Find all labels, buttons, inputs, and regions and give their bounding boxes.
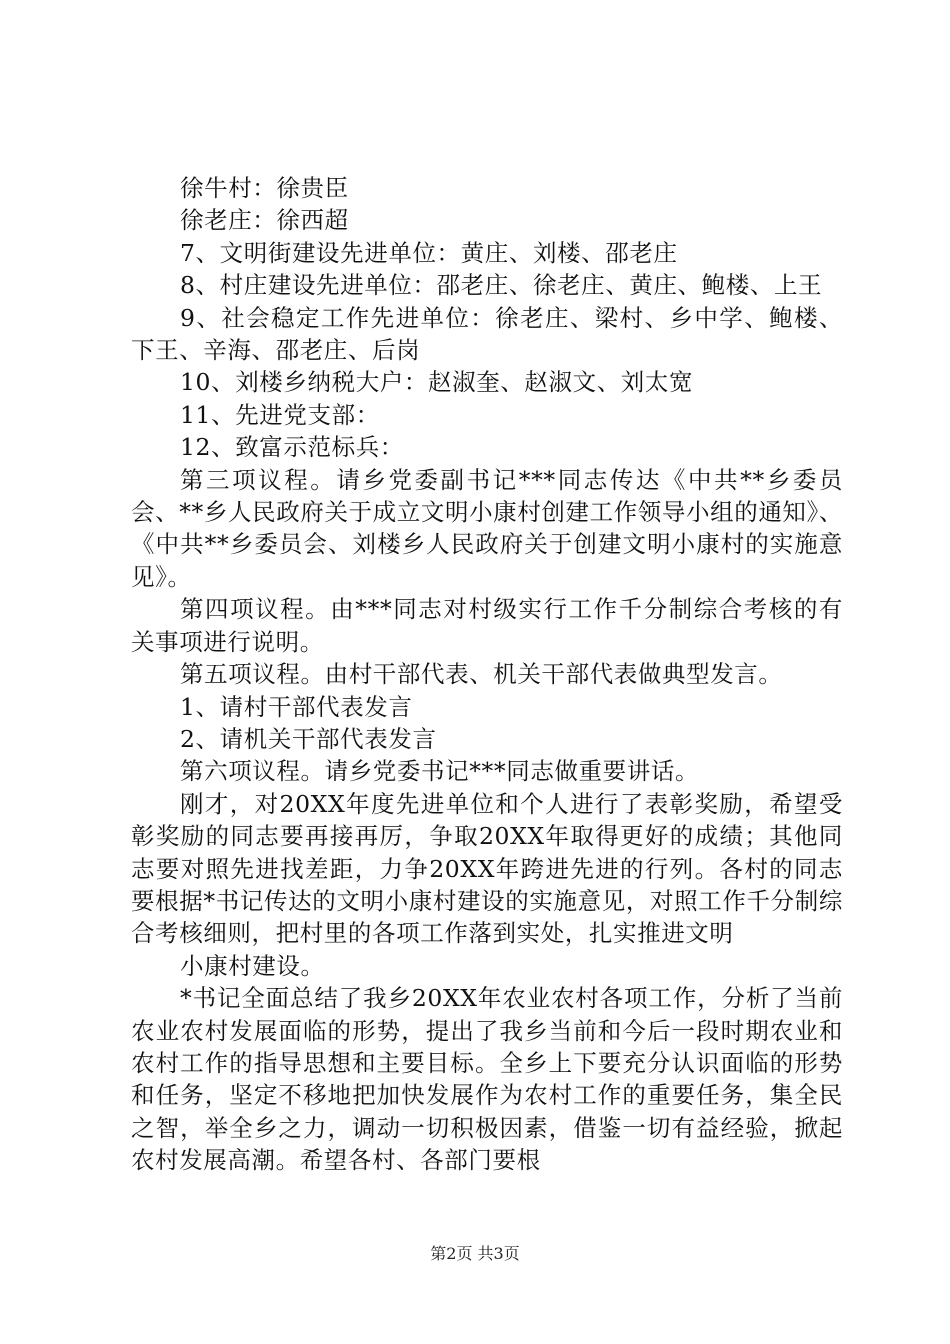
- paragraph: *书记全面总结了我乡20XX年农业农村各项工作，分析了当前农业农村发展面临的形势，提出了我乡当前和今后一段时期农业和农村工作的指导思想和主要目标。全乡上下要充分认识面临的形势和任务，坚定不移地把加快发展作为农村工作的重要任务，集全民之智，举全乡之力，调动一切积极因素，借鉴一切有益经验，掀起农村发展高潮。希望各村、各部门要根: [131, 984, 843, 1175]
- paragraph: 10、刘楼乡纳税大户：赵淑奎、赵淑文、刘太宽: [180, 368, 694, 397]
- paragraph: 8、村庄建设先进单位：邵老庄、徐老庄、黄庄、鲍楼、上王: [180, 271, 823, 300]
- paragraph: 12、致富示范标兵：: [180, 433, 404, 462]
- paragraph: 刚才，对20XX年度先进单位和个人进行了表彰奖励，希望受彰奖励的同志要再接再厉，争取20XX年取得更好的成绩；其他同志要对照先进找差距，力争20XX年跨进先进的行列。各村的同志要根据*书记传达的文明小康村建设的实施意见，对照工作千分制综合考核细则，把村里的各项工作落到实处，扎实推进文明: [131, 789, 843, 948]
- document-body: [131, 172, 843, 1177]
- paragraph: 第三项议程。请乡党委副书记***同志传达《中共**乡委员会、**乡人民政府关于成立文明小康村创建工作领导小组的通知》、《中共**乡委员会、刘楼乡人民政府关于创建文明小康村的实施意见》。: [131, 465, 843, 591]
- page-number-footer: 第2页 共3页: [430, 1244, 520, 1263]
- paragraph: 11、先进党支部：: [180, 400, 380, 429]
- paragraph: 2、请机关干部代表发言: [180, 724, 437, 753]
- paragraph: 小康村建设。: [180, 951, 325, 980]
- paragraph: 徐牛村：徐贵臣: [180, 174, 349, 202]
- paragraph: 1、请村干部代表发言: [180, 692, 413, 721]
- paragraph: 第六项议程。请乡党委书记***同志做重要讲话。: [180, 757, 700, 786]
- paragraph: 第四项议程。由***同志对村级实行工作千分制综合考核的有关事项进行说明。: [131, 595, 843, 656]
- paragraph: 徐老庄：徐西超: [180, 206, 349, 235]
- paragraph: 9、社会稳定工作先进单位：徐老庄、梁村、乡中学、鲍楼、下王、辛海、邵老庄、后岗: [131, 303, 843, 365]
- paragraph: 7、文明街建设先进单位：黄庄、刘楼、邵老庄: [180, 238, 678, 267]
- paragraph: 第五项议程。由村干部代表、机关干部代表做典型发言。: [180, 660, 783, 689]
